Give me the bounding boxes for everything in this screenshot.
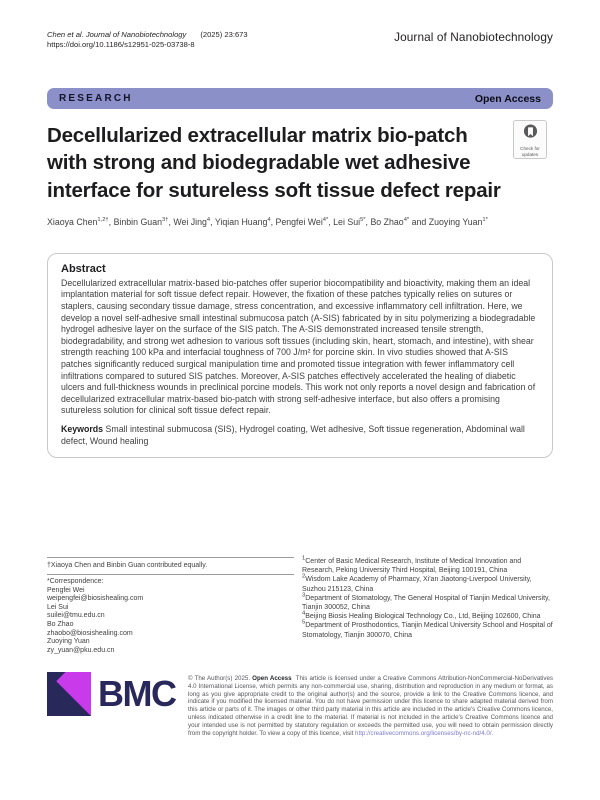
author-affiliation-marker: 4 (206, 216, 211, 223)
correspondence-label: *Correspondence: (47, 578, 104, 585)
correspondence-email: zhaobo@biosishealing.com (47, 629, 133, 637)
affiliation-item: $^2$Wisdom Lake Academy of Pharmacy, Xi'an Jiaotong-Liverpool University, Suzhou 215123, China (302, 574, 532, 593)
page-footer (47, 672, 553, 737)
citation-line (47, 30, 248, 40)
author-affiliation-marker: 3† (161, 216, 169, 223)
correspondence-email: weipengfei@biosishealing.com (47, 595, 144, 603)
abstract-box (47, 253, 553, 458)
title-row (47, 122, 553, 204)
author-name: Zuoying Yuan (428, 216, 483, 227)
affiliation-number: 1 (302, 555, 306, 562)
doi-text: https://doi.org/10.1186/s12951-025-03738-8 (47, 40, 195, 50)
article-type-label: RESEARCH (59, 93, 133, 104)
author-affiliation-marker: 5* (360, 216, 366, 223)
correspondence-name: Zuoying Yuan (47, 638, 90, 646)
footnote-divider (47, 557, 294, 558)
abstract-text: Decellularized extracellular matrix-based bio-patches offer superior biocompatibility and bioactivity, making them an ideal implantation material for soft tissue defect repair. However, the fixation of these patches typically relies on sutures or staplers, causing secondary tissue damage, stress concentration, and excessive inflammatory cell infiltration. Here, we develop a novel self-adhesive small intestinal submucosa patch (A-SIS) fabricated by in situ polymerizing a biodegradable hydrogel adhesive layer on the surface of the SIS patch. The A-SIS demonstrated increased tensile strength, biodegradability, and strong wet adhesion to various soft tissues (including skin, heart, stomach, and intestine), with shear strength reaching 100 kPa and interfacial toughness of 700 J/m² for porcine skin. In vivo studies showed that A-SIS patches significantly reduced surgical manipulation time and promoted tissue integration with fewer inflammatory cell infiltrations compared to sutured SIS patches. Moreover, A-SIS patches effectively accelerated the healing of diabetic ulcers and full-thickness wounds in preclinical porcine models. This work not only reports a novel design and fabrication of decellularized extracellular matrix-based bio-patch with strong self-adhesive interface, but also offers a promising sutureless solution for clinical soft tissue defect repair. (61, 277, 536, 416)
bmc-logo-text: BMC (98, 673, 176, 714)
author-name: Yiqian Huang (214, 216, 268, 227)
author-affiliation-marker: 1,2† (97, 216, 109, 223)
correspondence-list (47, 587, 294, 656)
citation-text: Chen et al. Journal of Nanobiotechnology (47, 30, 187, 39)
author-affiliation-marker: 1* (482, 216, 488, 223)
copyright-text: © The Author(s) 2025. (188, 675, 251, 682)
author-name: Xiaoya Chen (47, 216, 98, 227)
footnotes-section (47, 557, 553, 655)
affiliations-column (302, 557, 553, 655)
journal-name: Journal of Nanobiotechnology (394, 30, 553, 44)
keywords-paragraph (61, 424, 539, 447)
correspondence-column (47, 557, 294, 655)
author-name: Bo Zhao (370, 216, 404, 227)
bmc-logo-mark (47, 672, 91, 716)
author-affiliation-marker: 4 (267, 216, 271, 223)
open-access-label: Open Access (474, 92, 541, 105)
correspondence-email: zy_yuan@pku.edu.cn (47, 646, 115, 654)
check-for-updates-badge[interactable] (513, 120, 547, 159)
affiliation-item: $^4$Beijing Biosis Healing Biological Technology Co., Ltd, Beijing 102600, China (302, 610, 541, 621)
citation-block (47, 30, 248, 51)
check-updates-label: Check for updates (520, 146, 540, 157)
author-name: Binbin Guan (113, 216, 162, 227)
page-header (47, 30, 553, 52)
affiliation-item: $^5$Department of Prosthodontics, Tianjin Medical University School and Hospital of Stomatology, Tianjin 300070, China (302, 620, 553, 639)
affiliation-number: 5 (302, 620, 306, 627)
license-body: This article is licensed under a Creative Commons Attribution-NonCommercial-NoDerivatives 4.0 International License, which permits any non-commercial use, sharing, distribution and reproduction in any medium or format, as long as you give appropriate credit to the original author(s) and the source, provide a link to the Creative Commons licence, and indicate if you modified the licensed material. You do not have permission under this licence to share adapted material derived from this article or parts of it. The images or other third party material in this article are included in the article's Creative Commons licence, unless indicated otherwise in a credit line to the material. If material is not included in the article's Creative Commons licence and your intended use is not permitted by statutory regulation or exceeds the permitted use, you will need to obtain permission directly from the copyright holder. To view a copy of this licence, visit (188, 675, 553, 737)
crossmark-icon (523, 124, 538, 145)
affiliation-number: 2 (302, 574, 306, 581)
author-affiliation-marker: 4* (403, 216, 410, 223)
author-affiliation-marker: 4* (322, 216, 329, 223)
open-access-bold: Open Access (252, 675, 292, 682)
license-text (188, 675, 553, 737)
correspondence-name: Lei Sui (47, 603, 69, 611)
correspondence-name: Pengfei Wei (47, 586, 85, 594)
correspondence-email: suilei@tmu.edu.cn (47, 612, 105, 620)
correspondence-name: Bo Zhao (47, 620, 74, 628)
affiliation-number: 3 (302, 592, 306, 599)
research-banner (47, 88, 553, 109)
bmc-logo (47, 672, 178, 716)
author-name: Wei Jing (173, 216, 207, 227)
affiliation-item: $^1$Center of Basic Medical Research, Institute of Medical Innovation and Research, Peking University Third Hospital, Beijing 100191, China (302, 555, 522, 575)
affiliation-number: 4 (302, 610, 306, 617)
article-title: Decellularized extracellular matrix bio-patch with strong and biodegradable wet adhesive interface for sutureless soft tissue defect repair (47, 124, 501, 202)
footnote-divider (47, 574, 294, 575)
keywords-label: Keywords (61, 424, 104, 435)
citation-volume: (2025) 23:673 (200, 30, 248, 39)
author-name: Lei Sui (333, 216, 361, 227)
author-name: Pengfei Wei (275, 216, 323, 227)
abstract-heading: Abstract (61, 262, 106, 275)
keywords-text: Small intestinal submucosa (SIS), Hydrogel coating, Wet adhesive, Soft tissue regeneration, Abdominal wall defect, Wound healing (61, 424, 525, 446)
license-link[interactable]: http://creativecommons.org/licenses/by-nc-nd/4.0/. (355, 729, 494, 737)
authors-line: Xiaoya Chen$^{1,2\dagger}$, Binbin Guan$^{3\dagger}$, Wei Jing$^4$, Yiqian Huang$^4$, Pengfei Wei$^{4*}$, Lei Sui$^{5*}$, Bo Zhao$^{4*}$ and Zuoying Yuan$^{1*}$ (47, 216, 488, 227)
equal-contribution-note: †Xiaoya Chen and Binbin Guan contributed equally. (47, 562, 208, 569)
affiliation-item: $^3$Department of Stomatology, The General Hospital of Tianjin Medical University, Tianjin 300052, China (302, 592, 550, 612)
